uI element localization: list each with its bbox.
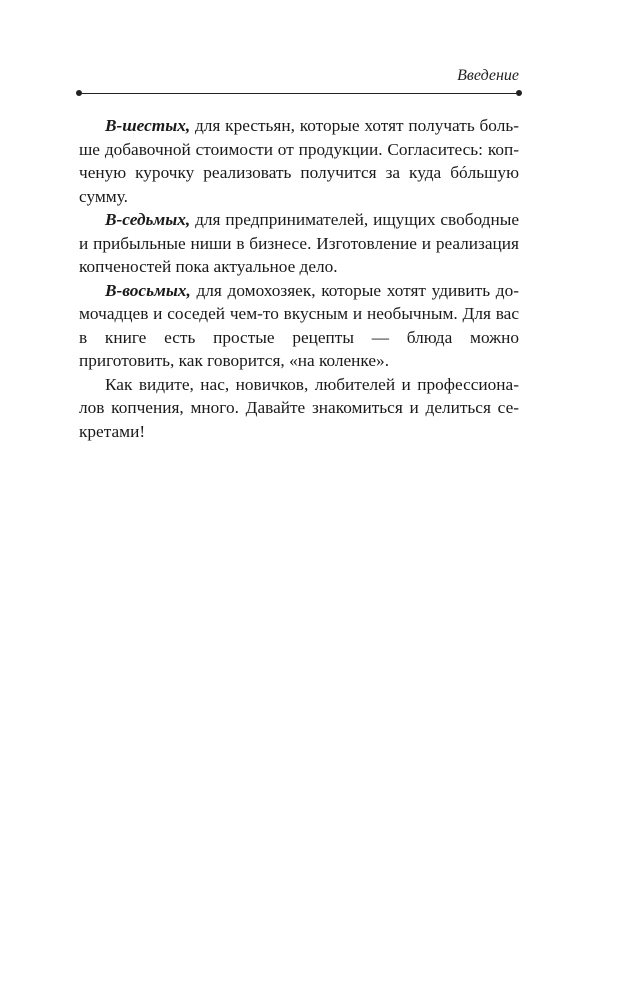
- running-header: [79, 66, 519, 96]
- paragraph-text: Как видите, нас, новичков, любителей и профессионалов копчения, много. Давайте знакомиться и делиться секретами!: [79, 374, 519, 441]
- paragraph-sixth: [79, 114, 519, 208]
- header-title: Введение: [457, 67, 519, 84]
- paragraph-text: для крестьян, которые хотят получать больше добавочной стоимости от продукции. Согласитесь: копченую курочку реализовать получится за куда бóльшую сумму.: [79, 116, 519, 206]
- paragraph-eighth: [79, 279, 519, 373]
- paragraph-seventh: [79, 208, 519, 279]
- paragraph-lead: В-восьмых,: [105, 280, 191, 300]
- body-text: [79, 114, 519, 443]
- paragraph-text: для домохозяек, которые хотят удивить домочадцев и соседей чем-то вкусным и необычным. Для вас в книге есть простые рецепты — блюда можно приготовить, как говорится, «на коленке».: [79, 280, 519, 370]
- paragraph-lead: В-шестых,: [105, 116, 191, 135]
- paragraph-closing: [79, 373, 519, 444]
- header-rule: [79, 93, 519, 94]
- paragraph-text: для предпринимателей, ищущих свободные и прибыльные ниши в бизнесе. Изготовление и реализация копченостей пока актуальное дело.: [79, 210, 519, 276]
- paragraph-lead: В-седьмых,: [105, 210, 191, 229]
- rule-dot-right: [516, 90, 522, 96]
- rule-dot-left: [76, 90, 82, 96]
